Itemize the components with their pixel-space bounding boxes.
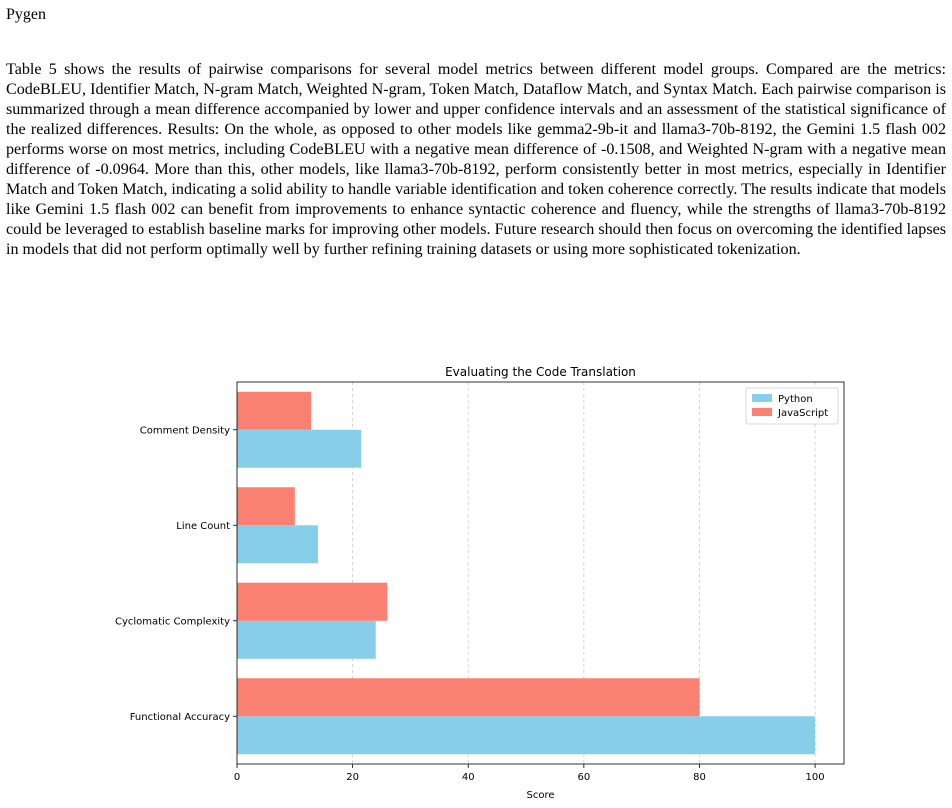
y-tick-label-3: Comment Density <box>139 425 230 437</box>
x-axis-label: Score <box>526 790 555 801</box>
x-tick-label-2: 40 <box>461 772 475 783</box>
chart-title: Evaluating the Code Translation <box>445 365 636 379</box>
bar-python-2 <box>237 525 318 563</box>
bar-javascript-0 <box>237 678 699 716</box>
legend-swatch-javascript <box>752 408 772 416</box>
x-tick-label-1: 20 <box>346 772 359 783</box>
page-header: Pygen <box>6 6 46 23</box>
bar-javascript-2 <box>237 487 295 525</box>
legend-label-python: Python <box>778 394 813 405</box>
x-tick-label-3: 60 <box>577 772 591 783</box>
bar-python-3 <box>237 430 361 468</box>
legend-swatch-python <box>752 394 772 402</box>
x-tick-label-4: 80 <box>693 772 706 783</box>
y-tick-label-1: Cyclomatic Complexity <box>114 616 230 628</box>
bar-python-1 <box>237 621 376 659</box>
legend-label-javascript: JavaScript <box>778 408 829 419</box>
x-tick-label-5: 100 <box>805 772 825 783</box>
x-tick-label-0: 0 <box>233 772 241 783</box>
bar-python-0 <box>237 716 815 754</box>
bar-javascript-3 <box>237 392 311 430</box>
body-paragraph: Table 5 shows the results of pairwise comparisons for several model metrics between different model groups. Compared are the metrics: CodeBLEU, Identifier Match, N-gram Match, Weighted N-gram, Token Match, Dataflow Match, and Syntax Match. Each pairwise comparison is summarized through a mean difference accompanied by lower and upper confidence intervals and an assessment of the statistical significance of the realized differences. Results: On the whole, as opposed to other models like gemma2-9b-it and llama3-70b-8192, the Gemini 1.5 flash 002 performs worse on most metrics, including CodeBLEU with a negative mean difference of -0.1508, and Weighted N-gram with a negative mean difference of -0.0964. More than this, other models, like llama3-70b-8192, perform consistently better in most metrics, especially in Identifier Match and Token Match, indicating a solid ability to handle variable identification and token coherence correctly. The results indicate that models like Gemini 1.5 flash 002 can benefit from improvements to enhance syntactic coherence and fluency, while the strengths of llama3-70b-8192 could be leveraged to establish baseline marks for improving other models. Future research should then focus on overcoming the identified lapses in models that did not perform optimally well by further refining training datasets or using more sophisticated tokenization. <box>6 61 946 258</box>
y-tick-label-2: Line Count <box>176 520 230 532</box>
bar-javascript-1 <box>237 583 387 621</box>
y-tick-label-0: Functional Accuracy <box>129 711 230 723</box>
bar-chart <box>0 362 952 808</box>
